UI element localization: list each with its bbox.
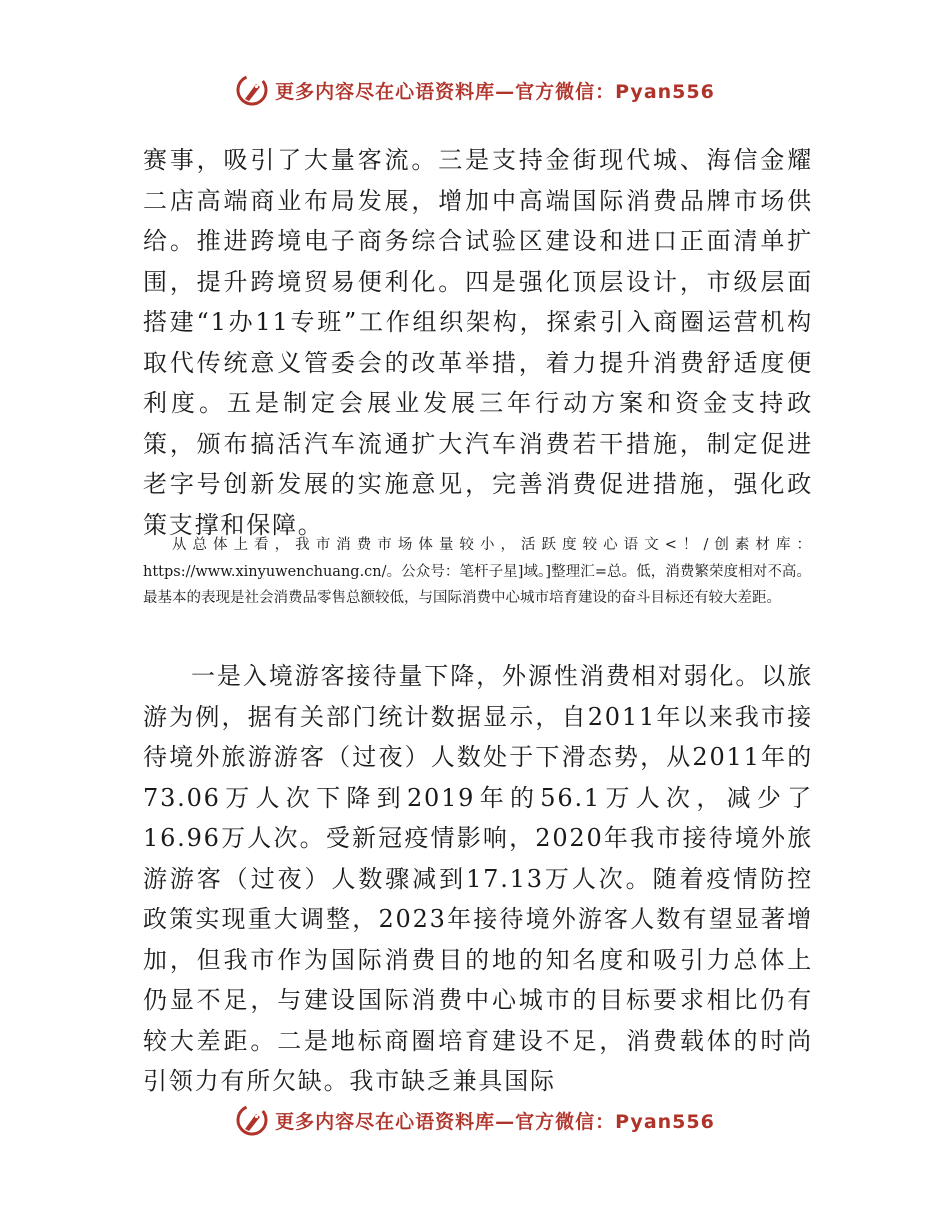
pen-nib-logo-icon	[235, 73, 269, 107]
pen-nib-logo-icon	[235, 1103, 269, 1137]
body-paragraph-2: 从总体上看，我市消费市场体量较小，活跃度较心语文<！/创素材库：https://www.xinyuwenchuang.cn/。公众号：笔杆子星]域。]整理汇=总。低，消费繁荣度相对不高。最基本的表现是社会消费品零售总额较低，与国际消费中心城市培育建设的奋斗目标还有较大差距。	[143, 537, 811, 606]
body-paragraph-3: 一是入境游客接待量下降，外源性消费相对弱化。以旅游为例，据有关部门统计数据显示，自2011年以来我市接待境外旅游游客（过夜）人数处于下滑态势，从2011年的73.06万人次下降到2019年的56.1万人次，减少了16.96万人次。受新冠疫情影响，2020年我市接待境外旅游游客（过夜）人数骤减到17.13万人次。随着疫情防控政策实现重大调整，2023年接待境外游客人数有望显著增加，但我市作为国际消费目的地的知名度和吸引力总体上仍显不足，与建设国际消费中心城市的目标要求相比仍有较大差距。二是地标商圈培育建设不足，消费载体的时尚引领力有所欠缺。我市缺乏兼具国际	[143, 662, 813, 1095]
banner-text: 更多内容尽在心语资料库—官方微信：Pyan556	[275, 80, 715, 103]
header-banner	[0, 70, 950, 110]
body-paragraph-1: 赛事，吸引了大量客流。三是支持金街现代城、海信金耀二店高端商业布局发展，增加中高端国际消费品牌市场供给。推进跨境电子商务综合试验区建设和进口正面清单扩围，提升跨境贸易便利化。四是强化顶层设计，市级层面搭建“1办11专班”工作组织架构，探索引入商圈运营机构取代传统意义管委会的改革举措，着力提升消费舒适度便利度。五是制定会展业发展三年行动方案和资金支持政策，颁布搞活汽车流通扩大汽车消费若干措施，制定促进老字号创新发展的实施意见，完善消费促进措施，强化政策支撑和保障。	[143, 146, 813, 539]
banner-text: 更多内容尽在心语资料库—官方微信：Pyan556	[275, 1110, 715, 1133]
footer-banner	[0, 1100, 950, 1140]
